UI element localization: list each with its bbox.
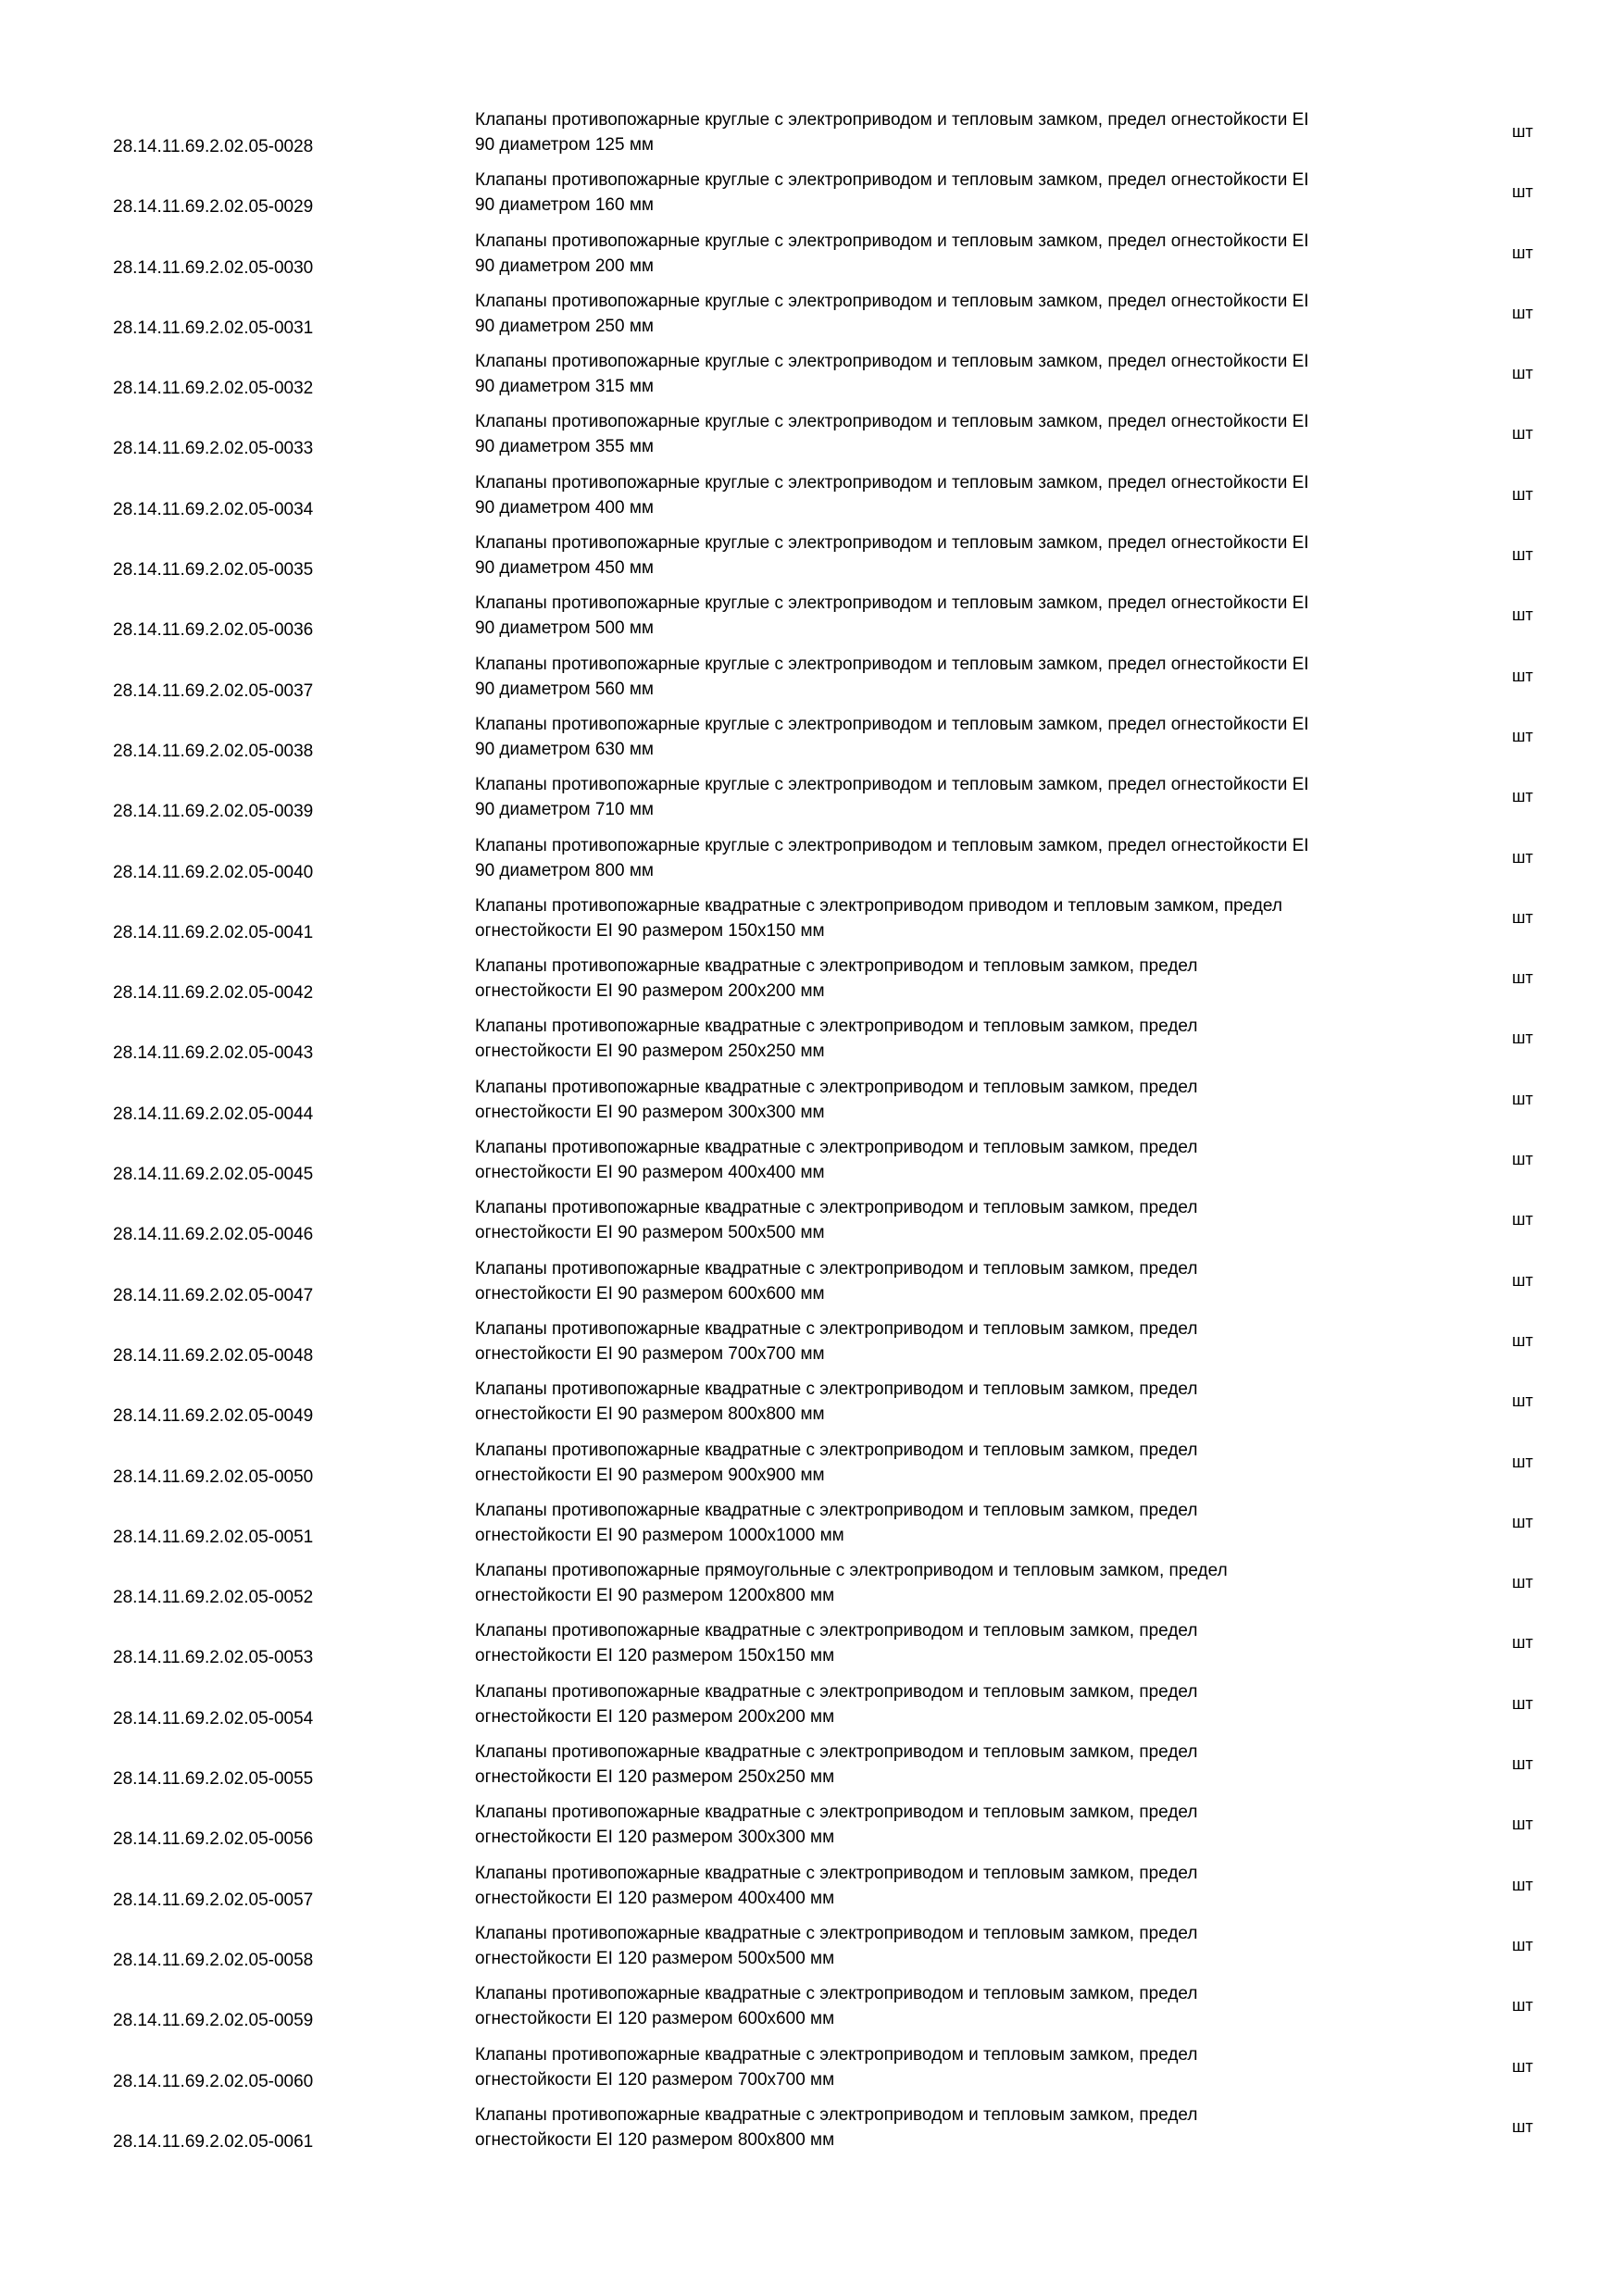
description-line-2: огнестойкости EI 120 размером 500x500 мм: [475, 1948, 835, 1968]
resource-description: [475, 168, 1493, 218]
resource-code: 28.14.11.69.2.02.05-0059: [113, 2011, 314, 2031]
description-line-2: 90 диаметром 560 мм: [475, 679, 654, 699]
resource-description: [475, 1135, 1493, 1185]
description-line-1: Клапаны противопожарные круглые с электроприводом и тепловым замком, предел огнестойкости EI: [475, 472, 1309, 493]
description-line-1: Клапаны противопожарные прямоугольные с электроприводом и тепловым замком, предел: [475, 1561, 1228, 1581]
unit-of-measure: шт: [1512, 1754, 1533, 1774]
description-line-1: Клапаны противопожарные квадратные с электроприводом и тепловым замком, предел: [475, 1198, 1198, 1218]
description-line-1: Клапаны противопожарные квадратные с электроприводом и тепловым замком, предел: [475, 1923, 1198, 1943]
description-line-1: Клапаны противопожарные квадратные с электроприводом и тепловым замком, предел: [475, 1984, 1198, 2004]
resource-description: [475, 1377, 1493, 1427]
description-line-1: Клапаны противопожарные квадратные с электроприводом и тепловым замком, предел: [475, 1258, 1198, 1279]
table-row: [0, 1736, 1624, 1796]
table-row: [0, 1857, 1624, 1917]
unit-of-measure: шт: [1512, 787, 1533, 806]
resource-description: [475, 1558, 1493, 1608]
resource-code: 28.14.11.69.2.02.05-0048: [113, 1345, 314, 1366]
unit-of-measure: шт: [1512, 1935, 1533, 1954]
description-line-2: 90 диаметром 450 мм: [475, 558, 654, 579]
table-row: [0, 648, 1624, 708]
resource-code: 28.14.11.69.2.02.05-0057: [113, 1890, 314, 1910]
unit-of-measure: шт: [1512, 1573, 1533, 1592]
resource-description: [475, 2042, 1493, 2092]
table-row: [0, 345, 1624, 406]
description-line-1: Клапаны противопожарные круглые с электроприводом и тепловым замком, предел огнестойкости EI: [475, 231, 1309, 251]
description-line-1: Клапаны противопожарные круглые с электроприводом и тепловым замком, предел огнестойкости EI: [475, 714, 1309, 734]
unit-of-measure: шт: [1512, 1633, 1533, 1653]
resource-description: [475, 229, 1493, 279]
resource-code: 28.14.11.69.2.02.05-0060: [113, 2071, 314, 2091]
table-row: [0, 1131, 1624, 1192]
description-line-2: огнестойкости EI 120 размером 200x200 мм: [475, 1706, 835, 1727]
resource-description: [475, 772, 1493, 822]
unit-of-measure: шт: [1512, 1270, 1533, 1290]
table-row: [0, 587, 1624, 647]
description-line-2: огнестойкости EI 90 размером 300x300 мм: [475, 1102, 825, 1122]
resource-code: 28.14.11.69.2.02.05-0043: [113, 1043, 314, 1064]
resource-code: 28.14.11.69.2.02.05-0046: [113, 1225, 314, 1245]
unit-of-measure: шт: [1512, 847, 1533, 867]
description-line-1: Клапаны противопожарные квадратные с электроприводом и тепловым замком, предел: [475, 1863, 1198, 1883]
table-row: [0, 2039, 1624, 2099]
table-row: [0, 1313, 1624, 1373]
resource-description: [475, 712, 1493, 762]
resource-code: 28.14.11.69.2.02.05-0029: [113, 197, 314, 218]
description-line-2: огнестойкости EI 120 размером 150x150 мм: [475, 1646, 835, 1666]
description-line-2: огнестойкости EI 90 размером 600x600 мм: [475, 1283, 825, 1304]
unit-of-measure: шт: [1512, 1815, 1533, 1834]
resource-code: 28.14.11.69.2.02.05-0040: [113, 862, 314, 882]
table-row: [0, 527, 1624, 587]
description-line-2: 90 диаметром 125 мм: [475, 135, 654, 155]
unit-of-measure: шт: [1512, 1512, 1533, 1531]
unit-of-measure: шт: [1512, 484, 1533, 504]
resource-code: 28.14.11.69.2.02.05-0033: [113, 439, 314, 459]
table-row: [0, 285, 1624, 345]
description-line-1: Клапаны противопожарные круглые с электроприводом и тепловым замком, предел огнестойкости EI: [475, 170, 1309, 191]
unit-of-measure: шт: [1512, 1391, 1533, 1411]
description-line-2: 90 диаметром 250 мм: [475, 316, 654, 336]
resource-description: [475, 470, 1493, 520]
unit-of-measure: шт: [1512, 303, 1533, 322]
description-line-2: 90 диаметром 800 мм: [475, 860, 654, 880]
table-row: [0, 164, 1624, 224]
resource-description: [475, 954, 1493, 1004]
table-row: [0, 1010, 1624, 1070]
table-row: [0, 1796, 1624, 1856]
table-row: [0, 2099, 1624, 2159]
resource-description: [475, 1921, 1493, 1971]
description-line-2: 90 диаметром 500 мм: [475, 618, 654, 639]
table-row: [0, 890, 1624, 950]
resource-code: 28.14.11.69.2.02.05-0050: [113, 1466, 314, 1487]
table-row: [0, 1676, 1624, 1736]
description-line-2: огнестойкости EI 90 размером 150x150 мм: [475, 920, 825, 941]
table-row: [0, 1917, 1624, 1978]
unit-of-measure: шт: [1512, 1996, 1533, 2015]
description-line-1: Клапаны противопожарные круглые с электроприводом и тепловым замком, предел огнестойкости EI: [475, 352, 1309, 372]
resource-description: [475, 1014, 1493, 1064]
unit-of-measure: шт: [1512, 726, 1533, 745]
description-line-2: 90 диаметром 200 мм: [475, 256, 654, 276]
table-row: [0, 1071, 1624, 1131]
unit-of-measure: шт: [1512, 1452, 1533, 1471]
resource-code: 28.14.11.69.2.02.05-0045: [113, 1165, 314, 1185]
resource-description: [475, 2103, 1493, 2152]
resource-code: 28.14.11.69.2.02.05-0056: [113, 1829, 314, 1850]
description-line-1: Клапаны противопожарные квадратные с электроприводом и тепловым замком, предел: [475, 956, 1198, 977]
resource-description: [475, 1740, 1493, 1790]
resource-description: [475, 1498, 1493, 1548]
table-row: [0, 708, 1624, 768]
description-line-2: огнестойкости EI 120 размером 250x250 мм: [475, 1767, 835, 1788]
resource-description: [475, 1316, 1493, 1366]
unit-of-measure: шт: [1512, 1875, 1533, 1894]
unit-of-measure: шт: [1512, 907, 1533, 927]
resource-description: [475, 1800, 1493, 1850]
description-line-2: 90 диаметром 400 мм: [475, 497, 654, 518]
description-line-1: Клапаны противопожарные круглые с электроприводом и тепловым замком, предел огнестойкости EI: [475, 291, 1309, 311]
description-line-1: Клапаны противопожарные квадратные с электроприводом и тепловым замком, предел: [475, 1077, 1198, 1097]
description-line-1: Клапаны противопожарные квадратные с электроприводом и тепловым замком, предел: [475, 2104, 1198, 2125]
table-row: [0, 104, 1624, 164]
description-line-2: огнестойкости EI 90 размером 200x200 мм: [475, 981, 825, 1002]
description-line-1: Клапаны противопожарные квадратные с электроприводом и тепловым замком, предел: [475, 1379, 1198, 1400]
resource-description: [475, 349, 1493, 399]
unit-of-measure: шт: [1512, 364, 1533, 383]
description-line-1: Клапаны противопожарные квадратные с электроприводом приводом и тепловым замком, предел: [475, 895, 1282, 916]
description-line-2: огнестойкости EI 90 размером 700x700 мм: [475, 1343, 825, 1364]
resource-code: 28.14.11.69.2.02.05-0038: [113, 741, 314, 761]
resource-table: [0, 104, 1624, 2159]
table-row: [0, 406, 1624, 466]
unit-of-measure: шт: [1512, 1150, 1533, 1169]
description-line-1: Клапаны противопожарные квадратные с электроприводом и тепловым замком, предел: [475, 1318, 1198, 1339]
resource-code: 28.14.11.69.2.02.05-0030: [113, 257, 314, 278]
resource-description: [475, 289, 1493, 339]
description-line-1: Клапаны противопожарные квадратные с электроприводом и тепловым замком, предел: [475, 1621, 1198, 1641]
resource-description: [475, 833, 1493, 883]
resource-description: [475, 409, 1493, 459]
description-line-1: Клапаны противопожарные круглые с электроприводом и тепловым замком, предел огнестойкости EI: [475, 110, 1309, 130]
table-row: [0, 830, 1624, 890]
resource-code: 28.14.11.69.2.02.05-0055: [113, 1769, 314, 1790]
description-line-1: Клапаны противопожарные круглые с электроприводом и тепловым замком, предел огнестойкости EI: [475, 835, 1309, 855]
resource-description: [475, 591, 1493, 641]
description-line-1: Клапаны противопожарные круглые с электроприводом и тепловым замком, предел огнестойкости EI: [475, 412, 1309, 432]
table-row: [0, 1373, 1624, 1433]
resource-description: [475, 1981, 1493, 2031]
table-row: [0, 950, 1624, 1010]
description-line-2: 90 диаметром 355 мм: [475, 437, 654, 457]
resource-description: [475, 1195, 1493, 1245]
unit-of-measure: шт: [1512, 2056, 1533, 2076]
resource-code: 28.14.11.69.2.02.05-0061: [113, 2131, 314, 2152]
table-row: [0, 768, 1624, 829]
unit-of-measure: шт: [1512, 605, 1533, 625]
resource-description: [475, 107, 1493, 157]
description-line-2: 90 диаметром 630 мм: [475, 739, 654, 759]
description-line-1: Клапаны противопожарные квадратные с электроприводом и тепловым замком, предел: [475, 1138, 1198, 1158]
unit-of-measure: шт: [1512, 243, 1533, 262]
unit-of-measure: шт: [1512, 545, 1533, 565]
description-line-1: Клапаны противопожарные круглые с электроприводом и тепловым замком, предел огнестойкости EI: [475, 775, 1309, 795]
resource-code: 28.14.11.69.2.02.05-0035: [113, 560, 314, 580]
resource-description: [475, 1438, 1493, 1488]
description-line-1: Клапаны противопожарные квадратные с электроприводом и тепловым замком, предел: [475, 1017, 1198, 1037]
description-line-1: Клапаны противопожарные квадратные с электроприводом и тепловым замком, предел: [475, 1742, 1198, 1763]
description-line-2: огнестойкости EI 90 размером 900x900 мм: [475, 1465, 825, 1485]
resource-description: [475, 1256, 1493, 1306]
unit-of-measure: шт: [1512, 1210, 1533, 1229]
resource-description: [475, 530, 1493, 580]
unit-of-measure: шт: [1512, 666, 1533, 685]
unit-of-measure: шт: [1512, 1693, 1533, 1713]
description-line-2: огнестойкости EI 90 размером 1200x800 мм: [475, 1586, 835, 1606]
description-line-2: огнестойкости EI 90 размером 800x800 мм: [475, 1404, 825, 1425]
resource-code: 28.14.11.69.2.02.05-0034: [113, 499, 314, 519]
description-line-2: огнестойкости EI 120 размером 600x600 мм: [475, 2009, 835, 2029]
unit-of-measure: шт: [1512, 1029, 1533, 1048]
resource-code: 28.14.11.69.2.02.05-0042: [113, 983, 314, 1004]
description-line-2: огнестойкости EI 90 размером 1000x1000 мм: [475, 1525, 844, 1545]
description-line-2: 90 диаметром 160 мм: [475, 195, 654, 216]
table-row: [0, 1554, 1624, 1615]
resource-code: 28.14.11.69.2.02.05-0028: [113, 137, 314, 156]
unit-of-measure: шт: [1512, 182, 1533, 202]
description-line-1: Клапаны противопожарные квадратные с электроприводом и тепловым замком, предел: [475, 2044, 1198, 2065]
table-row: [0, 1494, 1624, 1554]
table-row: [0, 1253, 1624, 1313]
description-line-1: Клапаны противопожарные круглые с электроприводом и тепловым замком, предел огнестойкости EI: [475, 533, 1309, 554]
table-row: [0, 467, 1624, 527]
description-line-2: огнестойкости EI 120 размером 400x400 мм: [475, 1888, 835, 1908]
description-line-1: Клапаны противопожарные круглые с электроприводом и тепловым замком, предел огнестойкости EI: [475, 654, 1309, 674]
resource-description: [475, 1861, 1493, 1911]
resource-description: [475, 1618, 1493, 1668]
table-row: [0, 1192, 1624, 1252]
description-line-2: огнестойкости EI 120 размером 300x300 мм: [475, 1828, 835, 1848]
unit-of-measure: шт: [1512, 122, 1533, 141]
unit-of-measure: шт: [1512, 1089, 1533, 1108]
resource-code: 28.14.11.69.2.02.05-0054: [113, 1708, 314, 1728]
resource-code: 28.14.11.69.2.02.05-0032: [113, 379, 314, 399]
description-line-1: Клапаны противопожарные квадратные с электроприводом и тепловым замком, предел: [475, 1440, 1198, 1460]
resource-code: 28.14.11.69.2.02.05-0047: [113, 1285, 314, 1305]
resource-code: 28.14.11.69.2.02.05-0036: [113, 620, 314, 641]
table-row: [0, 1434, 1624, 1494]
description-line-2: огнестойкости EI 90 размером 500x500 мм: [475, 1223, 825, 1243]
table-row: [0, 225, 1624, 285]
description-line-2: огнестойкости EI 120 размером 700x700 мм: [475, 2069, 835, 2090]
resource-code: 28.14.11.69.2.02.05-0052: [113, 1588, 314, 1608]
resource-code: 28.14.11.69.2.02.05-0049: [113, 1406, 314, 1427]
description-line-2: огнестойкости EI 120 размером 800x800 мм: [475, 2129, 835, 2150]
description-line-2: 90 диаметром 710 мм: [475, 800, 654, 820]
table-row: [0, 1978, 1624, 2038]
resource-code: 28.14.11.69.2.02.05-0041: [113, 922, 314, 942]
resource-description: [475, 893, 1493, 943]
resource-code: 28.14.11.69.2.02.05-0044: [113, 1104, 314, 1124]
description-line-2: 90 диаметром 315 мм: [475, 377, 654, 397]
description-line-2: огнестойкости EI 90 размером 400x400 мм: [475, 1163, 825, 1183]
resource-description: [475, 1679, 1493, 1729]
resource-description: [475, 652, 1493, 702]
table-row: [0, 1615, 1624, 1675]
unit-of-measure: шт: [1512, 1330, 1533, 1350]
description-line-2: огнестойкости EI 90 размером 250x250 мм: [475, 1042, 825, 1062]
resource-code: 28.14.11.69.2.02.05-0037: [113, 680, 314, 701]
description-line-1: Клапаны противопожарные квадратные с электроприводом и тепловым замком, предел: [475, 1500, 1198, 1520]
resource-code: 28.14.11.69.2.02.05-0058: [113, 1950, 314, 1970]
description-line-1: Клапаны противопожарные квадратные с электроприводом и тепловым замком, предел: [475, 1803, 1198, 1823]
unit-of-measure: шт: [1512, 968, 1533, 988]
description-line-1: Клапаны противопожарные круглые с электроприводом и тепловым замком, предел огнестойкости EI: [475, 593, 1309, 614]
unit-of-measure: шт: [1512, 424, 1533, 443]
resource-code: 28.14.11.69.2.02.05-0053: [113, 1648, 314, 1668]
resource-code: 28.14.11.69.2.02.05-0039: [113, 802, 314, 822]
resource-description: [475, 1075, 1493, 1125]
resource-code: 28.14.11.69.2.02.05-0051: [113, 1527, 314, 1547]
resource-code: 28.14.11.69.2.02.05-0031: [113, 318, 314, 338]
description-line-1: Клапаны противопожарные квадратные с электроприводом и тепловым замком, предел: [475, 1681, 1198, 1702]
unit-of-measure: шт: [1512, 2116, 1533, 2136]
